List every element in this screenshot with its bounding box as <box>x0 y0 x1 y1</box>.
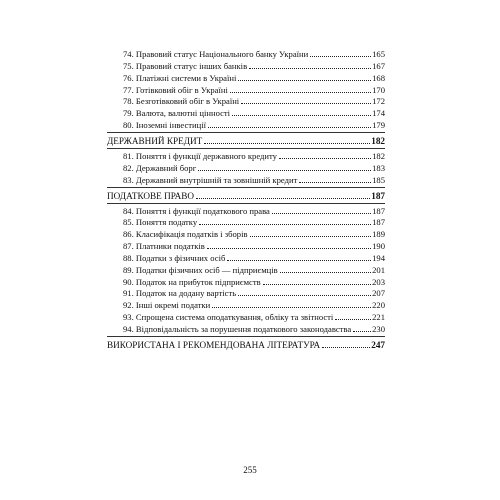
dot-leader <box>279 158 371 159</box>
toc-section-heading <box>107 339 385 351</box>
toc-entry <box>123 240 385 252</box>
toc-entry <box>123 205 385 217</box>
toc-entry-title: 90. Податок на прибуток підприємств <box>123 276 261 287</box>
toc-entry-page: 221 <box>372 312 385 323</box>
toc-entry-title: 92. Інші окремі податки <box>123 300 211 311</box>
toc-entry-page: 220 <box>372 300 385 311</box>
toc-entry <box>123 323 385 335</box>
toc-entry <box>123 264 385 276</box>
toc-entry-title: 82. Державний борг <box>123 162 197 173</box>
toc-entry-title: 78. Безготівковий обіг в Україні <box>123 96 240 107</box>
toc-entry-page: 168 <box>372 72 385 83</box>
dot-leader <box>208 127 371 128</box>
dot-leader <box>322 347 370 348</box>
toc-entry-page: 187 <box>372 205 385 216</box>
toc-entry-page: 203 <box>372 276 385 287</box>
toc-entry-page: 182 <box>372 150 385 161</box>
toc-entry <box>123 150 385 162</box>
toc-entry-title: 75. Правовий статус інших банків <box>123 60 248 71</box>
toc-entry-page: 187 <box>372 217 385 228</box>
toc-entry-title: 86. Класифікація податків і зборів <box>123 229 248 240</box>
toc-entry <box>123 60 385 72</box>
toc-entry-page: 194 <box>372 252 385 263</box>
toc-entry-title: 85. Поняття податку <box>123 217 198 228</box>
toc-entry-page: 187 <box>371 190 385 201</box>
dot-leader <box>353 331 371 332</box>
dot-leader <box>250 236 372 237</box>
toc-entry <box>123 119 385 131</box>
dot-leader <box>249 68 371 69</box>
toc-entry <box>123 162 385 174</box>
dot-leader <box>241 103 371 104</box>
toc-entry-page: 172 <box>372 96 385 107</box>
toc-entry-page: 174 <box>372 108 385 119</box>
toc-entry-page: 207 <box>372 288 385 299</box>
dot-leader <box>238 295 371 296</box>
toc-entry-page: 179 <box>372 120 385 131</box>
toc-entry <box>123 287 385 299</box>
dot-leader <box>227 260 371 261</box>
toc-entry-page: 201 <box>372 264 385 275</box>
toc-entry-title: 91. Податок на додану вартість <box>123 288 237 299</box>
toc-entry <box>123 252 385 264</box>
toc-entry-title: 79. Валюта, валютні цінності <box>123 108 231 119</box>
toc-entry-title: 80. Іноземні інвестиції <box>123 120 206 131</box>
page-number: 255 <box>243 465 257 475</box>
dot-leader <box>272 213 371 214</box>
toc-entry <box>123 48 385 60</box>
dot-leader <box>299 182 371 183</box>
toc-entry-page: 183 <box>372 162 385 173</box>
toc-entry <box>123 216 385 228</box>
toc-entry-title: 77. Готівковий обіг в Україні <box>123 84 228 95</box>
toc-entry <box>123 107 385 119</box>
toc-entry-page: 185 <box>372 174 385 185</box>
toc-entry-page: 230 <box>372 324 385 334</box>
toc-entry-title: 74. Правовий статус Національного банку України <box>123 49 309 59</box>
toc-entry-page: 167 <box>372 60 385 71</box>
toc-entry-title: ВИКОРИСТАНА І РЕКОМЕНДОВАНА ЛІТЕРАТУРА <box>107 339 321 350</box>
dot-leader <box>238 80 371 81</box>
toc-entry-title: ПОДАТКОВЕ ПРАВО <box>107 190 195 201</box>
toc-entry-page: 247 <box>371 339 385 350</box>
dot-leader <box>199 224 371 225</box>
toc-entry <box>123 174 385 186</box>
dot-leader <box>310 56 371 57</box>
toc-entry <box>123 311 385 323</box>
dot-leader <box>280 272 371 273</box>
dot-leader <box>196 198 370 199</box>
dot-leader <box>212 307 371 308</box>
section-divider <box>107 203 385 204</box>
dot-leader <box>204 143 370 144</box>
dot-leader <box>230 92 371 93</box>
toc-entry-page: 189 <box>372 229 385 240</box>
toc-entry-title: 84. Поняття і функції податкового права <box>123 205 270 216</box>
dot-leader <box>232 115 371 116</box>
toc-entry-title: 87. Платники податків <box>123 241 205 252</box>
section-divider <box>107 132 385 133</box>
toc-entry-page: 190 <box>372 241 385 252</box>
toc-section-heading <box>107 190 385 202</box>
toc-entry <box>123 72 385 84</box>
toc-entry-title: 88. Податки з фізичних осіб <box>123 252 226 263</box>
toc-entry <box>123 84 385 96</box>
toc-section-heading <box>107 135 385 147</box>
toc-entry-title: ДЕРЖАВНИЙ КРЕДИТ <box>107 135 203 146</box>
toc-entry-title: 81. Поняття і функції державного кредиту <box>123 150 277 161</box>
toc-entry-page: 170 <box>372 84 385 95</box>
toc-entry-title: 83. Державний внутрішній та зовнішній кредит <box>123 174 298 185</box>
toc-entry-page: 182 <box>371 135 385 146</box>
toc-entry-page: 165 <box>372 49 385 59</box>
dot-leader <box>207 248 371 249</box>
toc-entry <box>123 299 385 311</box>
toc-entry <box>123 276 385 288</box>
toc-entry-title: 76. Платіжні системи в Україні <box>123 72 237 83</box>
toc-entry-title: 89. Податки фізичних осіб — підприємців <box>123 264 278 275</box>
section-divider <box>107 336 385 337</box>
toc-entry <box>123 95 385 107</box>
toc-entry-title: 94. Відповідальність за порушення податкового законодавства <box>123 324 352 334</box>
section-divider <box>107 187 385 188</box>
toc-entry <box>123 228 385 240</box>
dot-leader <box>198 170 371 171</box>
dot-leader <box>263 284 371 285</box>
section-divider <box>107 148 385 149</box>
toc-entry-title: 93. Спрощена система оподаткування, обліку та звітності <box>123 312 334 323</box>
dot-leader <box>335 319 371 320</box>
